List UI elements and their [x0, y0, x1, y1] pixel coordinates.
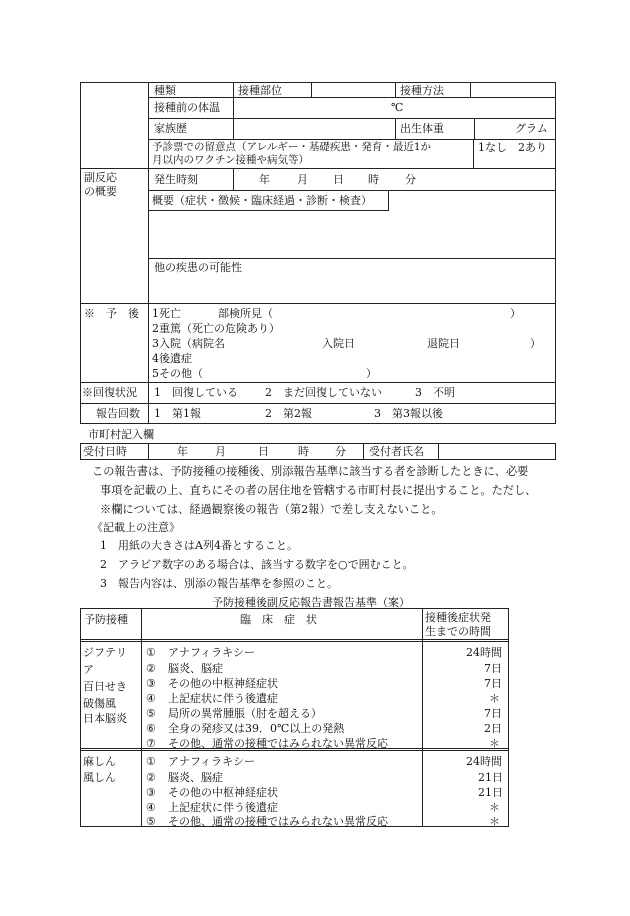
g1-num-2: ② — [146, 662, 156, 675]
g1-vaccine-5: 日本脳炎 — [83, 712, 127, 725]
g1-time-3: 7日 — [484, 677, 502, 690]
notes-line1: 予診票での留意点（アレルギー・基礎疾患・発育・最近1か — [152, 141, 431, 153]
prognosis-death-close: ） — [510, 307, 521, 320]
g1-vaccine-4: 破傷風 — [83, 697, 116, 710]
criteria-title: 予防接種後副反応報告書報告基準（案） — [212, 596, 410, 609]
g2-text-2: 脳炎、脳症 — [168, 771, 223, 784]
prognosis-admit: 入院日 — [322, 337, 355, 350]
g2-num-1: ① — [146, 755, 156, 768]
temp-label: 接種前の体温 — [154, 101, 220, 114]
notes-heading: 《記載上の注意》 — [92, 521, 180, 534]
prognosis-other: 5その他（ — [152, 367, 203, 380]
notes-item-1: 1 用紙の大きさはA列4番とすること。 — [100, 539, 298, 552]
birthweight-label: 出生体重 — [400, 122, 444, 135]
g1-time-7: ＊ — [489, 737, 500, 750]
g1-text-6: 全身の発疹又は39．0℃以上の発熱 — [168, 722, 345, 735]
g1-text-1: アナフィラキシー — [168, 646, 256, 659]
municipal-row — [80, 443, 556, 460]
site-label: 接種部位 — [238, 84, 282, 97]
g2-text-4: 上記症状に伴う後遺症 — [168, 801, 278, 814]
form-col-divider — [148, 82, 149, 424]
g1-vaccine-3: 百日せき — [83, 680, 127, 693]
g2-text-5: その他、通常の接種ではみられない異常反応 — [168, 815, 388, 828]
received-month: 月 — [215, 445, 226, 458]
g1-time-5: 7日 — [484, 707, 502, 720]
g1-vaccine-1: ジフテリ — [83, 646, 127, 659]
g2-time-5: ＊ — [489, 815, 500, 828]
prognosis-death: 1死亡 — [152, 307, 181, 320]
prognosis-hosp-close: ） — [530, 337, 541, 350]
g2-text-3: その他の中枢神経症状 — [168, 786, 278, 799]
g2-num-5: ⑤ — [146, 815, 156, 828]
method-label: 接種方法 — [400, 84, 444, 97]
g2-num-3: ③ — [146, 786, 156, 799]
onset-day: 日 — [333, 173, 344, 186]
criteria-header-time-1: 接種後症状発 — [425, 611, 491, 624]
g2-time-3: 21日 — [478, 786, 503, 799]
prognosis-severe: 2重篤（死亡の危険あり） — [152, 322, 280, 335]
g1-vaccine-2: ア — [83, 663, 94, 676]
g2-num-2: ② — [146, 771, 156, 784]
received-hour: 時 — [298, 445, 309, 458]
g1-num-4: ④ — [146, 692, 156, 705]
prognosis-label: ※ 予 後 — [84, 307, 139, 320]
g1-num-5: ⑤ — [146, 707, 156, 720]
receiver-label: 受付者氏名 — [369, 445, 424, 458]
other-disease-label: 他の疾患の可能性 — [154, 261, 242, 274]
body-line-2: 事項を記載の上、直ちにその者の居住地を管轄する市町村長に提出すること。ただし、 — [100, 484, 537, 497]
report-count-opt1: 1 第1報 — [154, 407, 201, 420]
prognosis-sequelae: 4後遺症 — [152, 352, 192, 365]
notes-item-3: 3 報告内容は、別添の報告基準を参照のこと。 — [100, 577, 338, 590]
notes-options: 1なし 2あり — [478, 141, 547, 154]
onset-label: 発生時刻 — [154, 173, 198, 186]
body-line-1: この報告書は、予防接種の接種後、別添報告基準に該当する者を診断したときに、必要 — [92, 465, 529, 478]
g2-time-1: 24時間 — [466, 755, 502, 768]
report-count-opt2: 2 第2報 — [265, 407, 312, 420]
g1-time-4: ＊ — [489, 692, 500, 705]
prognosis-hosp: 3入院（病院名 — [152, 337, 225, 350]
notes-item-2: 2 アラビア数字のある場合は、該当する数字を○で囲むこと。 — [100, 558, 414, 571]
recovery-label: ※回復状況 — [82, 386, 137, 399]
criteria-header-vaccine: 予防接種 — [84, 613, 128, 626]
g2-vaccine-2: 風しん — [83, 771, 116, 784]
onset-hour: 時 — [368, 173, 379, 186]
recovery-opt2: 2 まだ回復していない — [265, 386, 382, 399]
g1-time-6: 2日 — [484, 722, 502, 735]
onset-year: 年 — [259, 173, 270, 186]
prognosis-autopsy: 部検所見（ — [218, 307, 273, 320]
g2-vaccine-1: 麻しん — [83, 755, 116, 768]
g2-num-4: ④ — [146, 801, 156, 814]
recovery-opt1: 1 回復している — [154, 386, 238, 399]
prognosis-other-close: ） — [366, 367, 377, 380]
recovery-opt3: 3 不明 — [415, 386, 455, 399]
g1-num-3: ③ — [146, 677, 156, 690]
g1-num-6: ⑥ — [146, 722, 156, 735]
criteria-header-rule — [80, 639, 509, 642]
g1-time-2: 7日 — [484, 662, 502, 675]
temp-unit: ℃ — [391, 101, 404, 114]
g1-text-3: その他の中枢神経症状 — [168, 677, 278, 690]
g2-time-4: ＊ — [489, 801, 500, 814]
body-line-3: ※欄については、経過観察後の報告（第2報）で差し支えないこと。 — [100, 503, 443, 516]
municipal-title: 市町村記入欄 — [88, 428, 154, 441]
received-year: 年 — [177, 445, 188, 458]
onset-minute: 分 — [405, 173, 416, 186]
reaction-label-1: 副反応 — [84, 171, 117, 184]
type-label: 種類 — [154, 84, 176, 97]
g1-text-7: その他、通常の接種ではみられない異常反応 — [168, 737, 388, 750]
received-label: 受付日時 — [83, 445, 127, 458]
onset-month: 月 — [297, 173, 308, 186]
g1-text-2: 脳炎、脳症 — [168, 662, 223, 675]
g2-time-2: 21日 — [478, 771, 503, 784]
report-count-opt3: 3 第3報以後 — [374, 407, 443, 420]
notes-line2: 月以内のワクチン接種や病気等） — [152, 154, 309, 166]
received-day: 日 — [258, 445, 269, 458]
family-label: 家族歴 — [154, 122, 187, 135]
g1-time-1: 24時間 — [466, 646, 502, 659]
g2-text-1: アナフィラキシー — [168, 755, 256, 768]
g1-num-1: ① — [146, 646, 156, 659]
criteria-header-time-2: 生までの時間 — [425, 625, 491, 638]
received-minute: 分 — [335, 445, 346, 458]
g1-num-7: ⑦ — [146, 737, 156, 750]
criteria-header-symptoms: 臨 床 症 状 — [240, 613, 317, 626]
report-count-label: 報告回数 — [96, 407, 140, 420]
g1-text-5: 局所の異常腫脹（肘を超える） — [168, 707, 322, 720]
gram-label: グラム — [515, 122, 548, 135]
reaction-label-2: の概要 — [84, 185, 117, 198]
overview-label: 概要（症状・徴候・臨床経過・診断・検査） — [152, 194, 372, 207]
g1-text-4: 上記症状に伴う後遺症 — [168, 692, 278, 705]
prognosis-discharge: 退院日 — [427, 337, 460, 350]
